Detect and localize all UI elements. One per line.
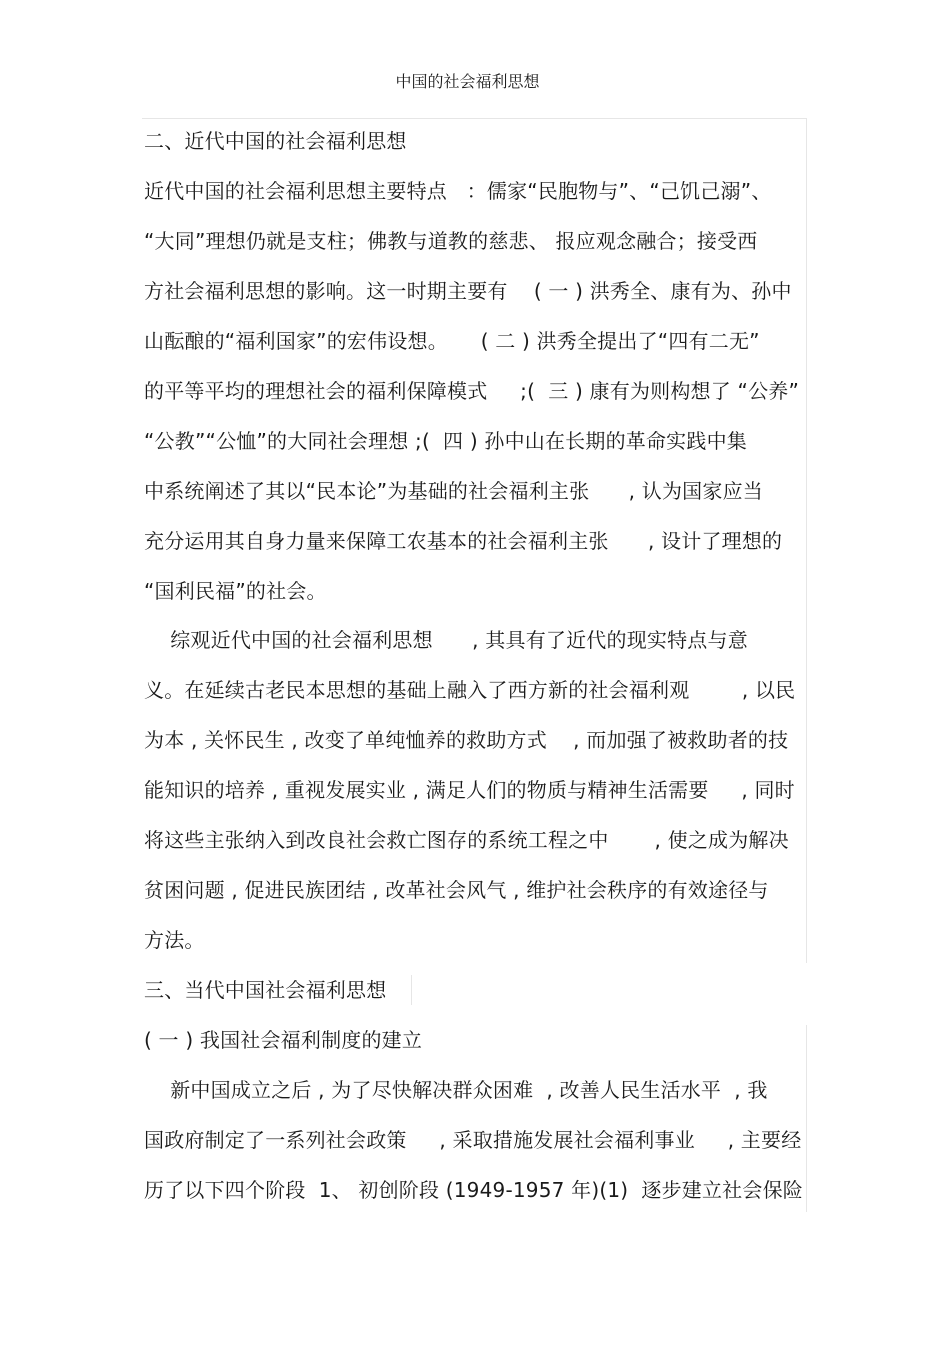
frame-right-border-lower [806, 1025, 807, 1212]
paragraph-line: 综观近代中国的社会福利思想 , 其具有了近代的现实特点与意 [144, 628, 748, 652]
paragraph-line: 贫困问题 , 促进民族团结 , 改革社会风气 , 维护社会秩序的有效途径与 [144, 878, 769, 902]
paragraph-line: 历了以下四个阶段 1、 初创阶段 (1949-1957 年)(1) 逐步建立社会保险 [144, 1178, 803, 1202]
paragraph-line: 新中国成立之后 , 为了尽快解决群众困难 , 改善人民生活水平 , 我 [144, 1078, 768, 1102]
paragraph-line: 国政府制定了一系列社会政策 , 采取措施发展社会福利事业 , 主要经 [144, 1128, 802, 1152]
paragraph-line: 近代中国的社会福利思想主要特点 ：儒家“民胞物与”、“己饥己溺”、 [144, 179, 772, 203]
paragraph-line: 的平等平均的理想社会的福利保障模式 ;( 三 ) 康有为则构想了 “公养” [144, 379, 800, 403]
paragraph-line: 能知识的培养 , 重视发展实业 , 满足人们的物质与精神生活需要 , 同时 [144, 778, 795, 802]
paragraph-line: 为本 , 关怀民生 , 改变了单纯恤养的救助方式 , 而加强了被救助者的技 [144, 728, 789, 752]
paragraph-line: 中系统阐述了其以“民本论”为基础的社会福利主张 , 认为国家应当 [144, 479, 763, 503]
frame-mid-border [411, 975, 412, 1005]
page-title: 中国的社会福利思想 [395, 72, 540, 91]
paragraph-line: 充分运用其自身力量来保障工农基本的社会福利主张 , 设计了理想的 [144, 529, 783, 553]
frame-top-border [142, 118, 807, 119]
paragraph-line: 山酝酿的“福利国家”的宏伟设想。 ( 二 ) 洪秀全提出了“四有二无” [144, 329, 760, 353]
paragraph-line: “公教”“公恤”的大同社会理想 ;( 四 ) 孙中山在长期的革命实践中集 [144, 429, 747, 453]
section-heading-contemporary: 三、当代中国社会福利思想 [144, 978, 387, 1002]
frame-right-border [806, 118, 807, 963]
paragraph-line: 义。在延续古老民本思想的基础上融入了西方新的社会福利观 , 以民 [144, 678, 796, 702]
paragraph-line: “国利民福”的社会。 [144, 579, 327, 603]
paragraph-line: 方法。 [144, 928, 205, 952]
paragraph-line: 方社会福利思想的影响。这一时期主要有 ( 一 ) 洪秀全、康有为、孙中 [144, 279, 792, 303]
subsection-heading: ( 一 ) 我国社会福利制度的建立 [144, 1028, 423, 1052]
paragraph-line: 将这些主张纳入到改良社会救亡图存的系统工程之中 , 使之成为解决 [144, 828, 789, 852]
section-heading-modern: 二、近代中国的社会福利思想 [144, 129, 407, 153]
paragraph-line: “大同”理想仍就是支柱；佛教与道教的慈悲、 报应观念融合；接受西 [144, 229, 758, 253]
